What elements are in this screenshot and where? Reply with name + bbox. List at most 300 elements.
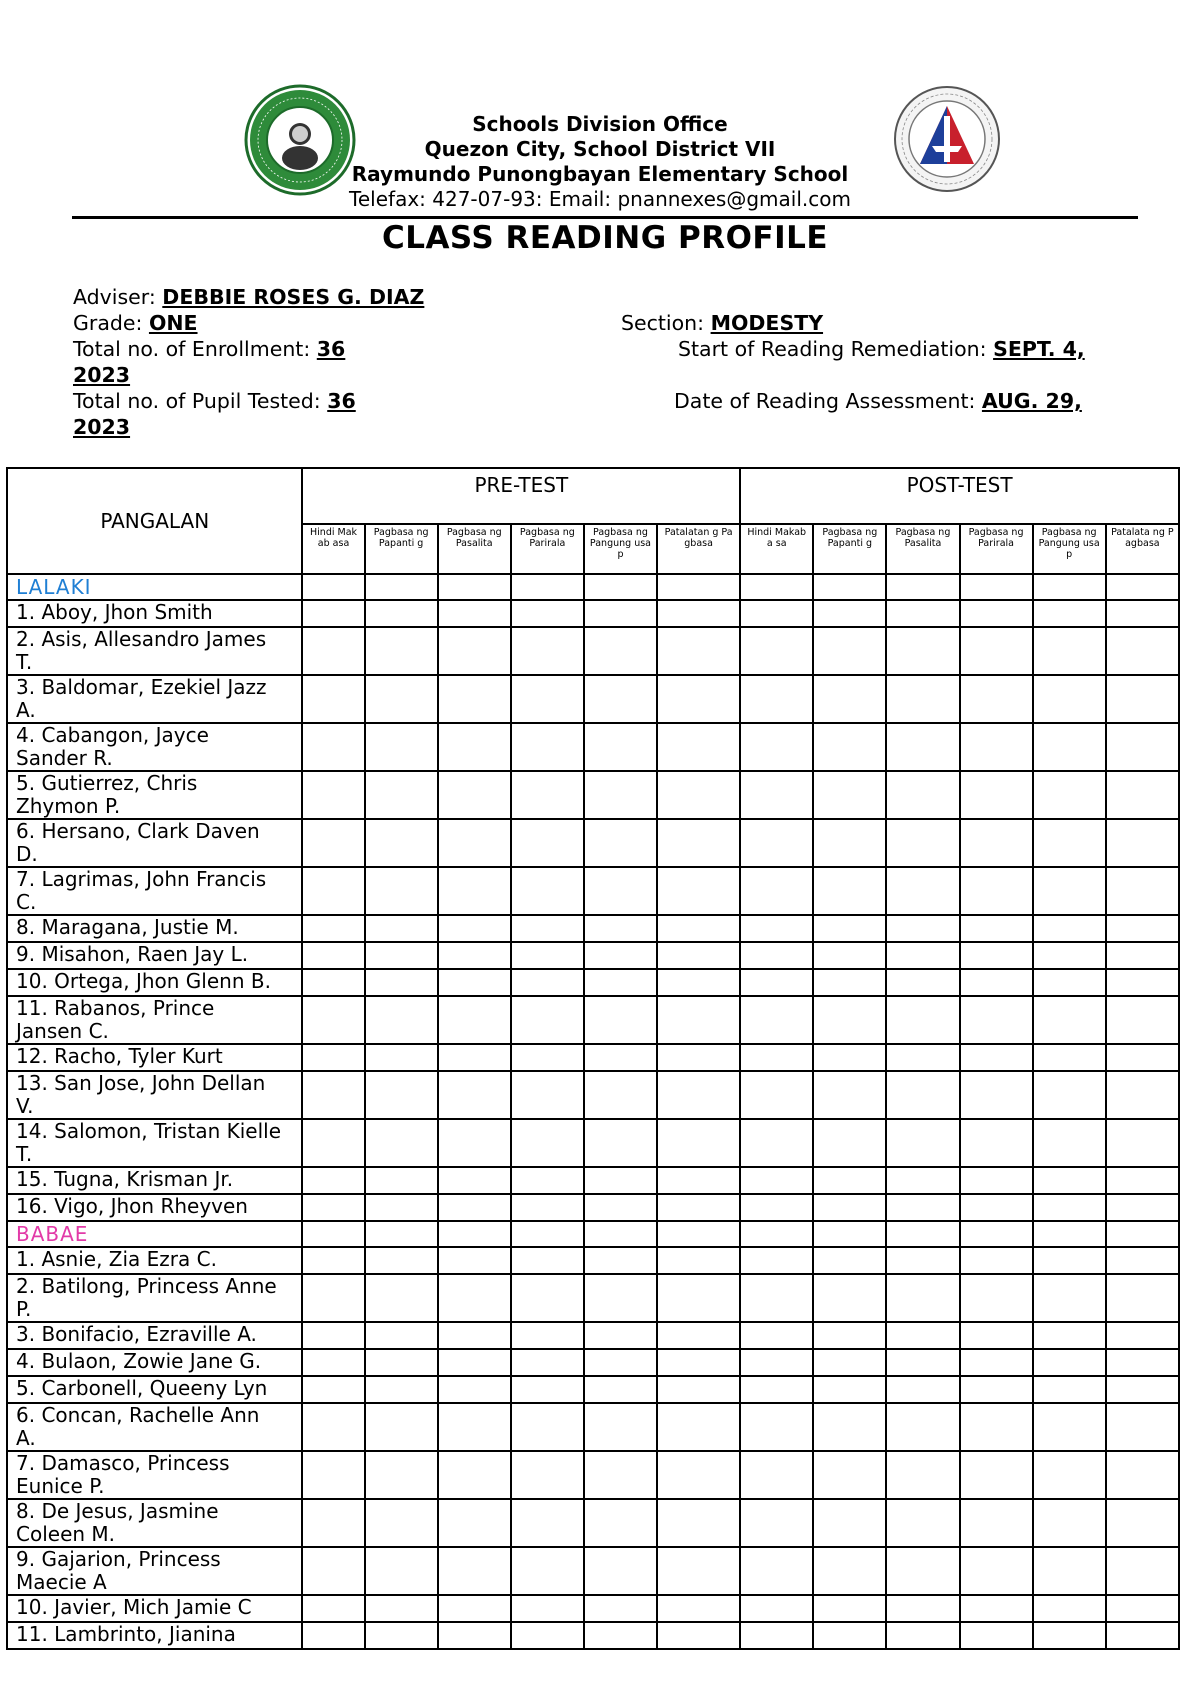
score-cell[interactable]	[1033, 627, 1106, 675]
score-cell[interactable]	[886, 1349, 959, 1376]
score-cell[interactable]	[584, 723, 657, 771]
score-cell[interactable]	[886, 819, 959, 867]
score-cell[interactable]	[365, 1451, 438, 1499]
score-cell[interactable]	[740, 574, 813, 600]
score-cell[interactable]	[438, 1376, 511, 1403]
score-cell[interactable]	[657, 1167, 740, 1194]
score-cell[interactable]	[1033, 675, 1106, 723]
score-cell[interactable]	[740, 723, 813, 771]
score-cell[interactable]	[886, 1622, 959, 1649]
score-cell[interactable]	[886, 1403, 959, 1451]
score-cell[interactable]	[740, 1247, 813, 1274]
score-cell[interactable]	[302, 574, 364, 600]
score-cell[interactable]	[584, 627, 657, 675]
score-cell[interactable]	[438, 1071, 511, 1119]
score-cell[interactable]	[438, 600, 511, 627]
score-cell[interactable]	[302, 1622, 364, 1649]
score-cell[interactable]	[740, 1403, 813, 1451]
score-cell[interactable]	[813, 600, 886, 627]
score-cell[interactable]	[1106, 1274, 1179, 1322]
score-cell[interactable]	[886, 1071, 959, 1119]
score-cell[interactable]	[740, 867, 813, 915]
score-cell[interactable]	[740, 1194, 813, 1221]
score-cell[interactable]	[584, 1376, 657, 1403]
score-cell[interactable]	[511, 942, 584, 969]
score-cell[interactable]	[960, 1403, 1033, 1451]
score-cell[interactable]	[511, 771, 584, 819]
score-cell[interactable]	[886, 1595, 959, 1622]
score-cell[interactable]	[1106, 675, 1179, 723]
score-cell[interactable]	[302, 1595, 364, 1622]
score-cell[interactable]	[813, 915, 886, 942]
score-cell[interactable]	[657, 819, 740, 867]
score-cell[interactable]	[1106, 574, 1179, 600]
score-cell[interactable]	[1106, 1547, 1179, 1595]
score-cell[interactable]	[813, 1274, 886, 1322]
score-cell[interactable]	[584, 1595, 657, 1622]
score-cell[interactable]	[1106, 1349, 1179, 1376]
score-cell[interactable]	[584, 996, 657, 1044]
score-cell[interactable]	[365, 1322, 438, 1349]
score-cell[interactable]	[657, 1071, 740, 1119]
score-cell[interactable]	[960, 1274, 1033, 1322]
score-cell[interactable]	[302, 1194, 364, 1221]
score-cell[interactable]	[365, 942, 438, 969]
score-cell[interactable]	[740, 1595, 813, 1622]
score-cell[interactable]	[657, 627, 740, 675]
score-cell[interactable]	[511, 915, 584, 942]
score-cell[interactable]	[960, 1167, 1033, 1194]
score-cell[interactable]	[657, 723, 740, 771]
score-cell[interactable]	[1106, 1194, 1179, 1221]
score-cell[interactable]	[438, 574, 511, 600]
score-cell[interactable]	[1033, 1322, 1106, 1349]
score-cell[interactable]	[813, 675, 886, 723]
score-cell[interactable]	[813, 1322, 886, 1349]
score-cell[interactable]	[657, 1322, 740, 1349]
score-cell[interactable]	[438, 1119, 511, 1167]
score-cell[interactable]	[657, 1451, 740, 1499]
score-cell[interactable]	[302, 1044, 364, 1071]
score-cell[interactable]	[657, 942, 740, 969]
score-cell[interactable]	[740, 1221, 813, 1247]
score-cell[interactable]	[657, 1274, 740, 1322]
score-cell[interactable]	[584, 1274, 657, 1322]
score-cell[interactable]	[365, 771, 438, 819]
score-cell[interactable]	[438, 1547, 511, 1595]
score-cell[interactable]	[365, 1499, 438, 1547]
score-cell[interactable]	[960, 1349, 1033, 1376]
score-cell[interactable]	[511, 1274, 584, 1322]
score-cell[interactable]	[813, 1194, 886, 1221]
score-cell[interactable]	[740, 915, 813, 942]
score-cell[interactable]	[584, 1194, 657, 1221]
score-cell[interactable]	[584, 1547, 657, 1595]
score-cell[interactable]	[740, 969, 813, 996]
score-cell[interactable]	[1033, 1376, 1106, 1403]
score-cell[interactable]	[960, 675, 1033, 723]
score-cell[interactable]	[813, 1071, 886, 1119]
score-cell[interactable]	[302, 1403, 364, 1451]
score-cell[interactable]	[886, 867, 959, 915]
score-cell[interactable]	[365, 1167, 438, 1194]
score-cell[interactable]	[511, 1595, 584, 1622]
score-cell[interactable]	[740, 1451, 813, 1499]
score-cell[interactable]	[886, 600, 959, 627]
score-cell[interactable]	[657, 574, 740, 600]
score-cell[interactable]	[365, 675, 438, 723]
score-cell[interactable]	[960, 1221, 1033, 1247]
score-cell[interactable]	[438, 1274, 511, 1322]
score-cell[interactable]	[584, 1499, 657, 1547]
score-cell[interactable]	[960, 1044, 1033, 1071]
score-cell[interactable]	[960, 1071, 1033, 1119]
score-cell[interactable]	[1033, 1451, 1106, 1499]
score-cell[interactable]	[886, 1451, 959, 1499]
score-cell[interactable]	[813, 1247, 886, 1274]
score-cell[interactable]	[365, 1274, 438, 1322]
score-cell[interactable]	[511, 627, 584, 675]
score-cell[interactable]	[1106, 1622, 1179, 1649]
score-cell[interactable]	[365, 1622, 438, 1649]
score-cell[interactable]	[1033, 1274, 1106, 1322]
score-cell[interactable]	[1033, 1247, 1106, 1274]
score-cell[interactable]	[960, 819, 1033, 867]
score-cell[interactable]	[740, 1044, 813, 1071]
score-cell[interactable]	[1033, 574, 1106, 600]
score-cell[interactable]	[584, 1349, 657, 1376]
score-cell[interactable]	[740, 1499, 813, 1547]
score-cell[interactable]	[302, 1119, 364, 1167]
score-cell[interactable]	[1033, 867, 1106, 915]
score-cell[interactable]	[365, 915, 438, 942]
score-cell[interactable]	[365, 1247, 438, 1274]
score-cell[interactable]	[886, 969, 959, 996]
score-cell[interactable]	[302, 1167, 364, 1194]
score-cell[interactable]	[1106, 867, 1179, 915]
score-cell[interactable]	[960, 1247, 1033, 1274]
score-cell[interactable]	[657, 915, 740, 942]
score-cell[interactable]	[1033, 969, 1106, 996]
score-cell[interactable]	[438, 1595, 511, 1622]
score-cell[interactable]	[1106, 942, 1179, 969]
score-cell[interactable]	[584, 1044, 657, 1071]
score-cell[interactable]	[657, 1349, 740, 1376]
score-cell[interactable]	[365, 996, 438, 1044]
score-cell[interactable]	[365, 969, 438, 996]
score-cell[interactable]	[813, 1403, 886, 1451]
score-cell[interactable]	[740, 1622, 813, 1649]
score-cell[interactable]	[584, 1071, 657, 1119]
score-cell[interactable]	[813, 867, 886, 915]
score-cell[interactable]	[886, 1194, 959, 1221]
score-cell[interactable]	[438, 723, 511, 771]
score-cell[interactable]	[302, 1376, 364, 1403]
score-cell[interactable]	[302, 675, 364, 723]
score-cell[interactable]	[886, 1044, 959, 1071]
score-cell[interactable]	[960, 723, 1033, 771]
score-cell[interactable]	[438, 915, 511, 942]
score-cell[interactable]	[584, 1622, 657, 1649]
score-cell[interactable]	[302, 1247, 364, 1274]
score-cell[interactable]	[511, 1499, 584, 1547]
score-cell[interactable]	[438, 1451, 511, 1499]
score-cell[interactable]	[740, 819, 813, 867]
score-cell[interactable]	[438, 867, 511, 915]
score-cell[interactable]	[1106, 1167, 1179, 1194]
score-cell[interactable]	[438, 675, 511, 723]
score-cell[interactable]	[1033, 1499, 1106, 1547]
score-cell[interactable]	[886, 1322, 959, 1349]
score-cell[interactable]	[1033, 1595, 1106, 1622]
score-cell[interactable]	[365, 1071, 438, 1119]
score-cell[interactable]	[960, 1322, 1033, 1349]
score-cell[interactable]	[511, 1071, 584, 1119]
score-cell[interactable]	[1033, 600, 1106, 627]
score-cell[interactable]	[511, 867, 584, 915]
score-cell[interactable]	[740, 675, 813, 723]
score-cell[interactable]	[813, 574, 886, 600]
score-cell[interactable]	[657, 996, 740, 1044]
score-cell[interactable]	[813, 1547, 886, 1595]
score-cell[interactable]	[438, 942, 511, 969]
score-cell[interactable]	[740, 1349, 813, 1376]
score-cell[interactable]	[511, 723, 584, 771]
score-cell[interactable]	[1106, 600, 1179, 627]
score-cell[interactable]	[1033, 1221, 1106, 1247]
score-cell[interactable]	[886, 1376, 959, 1403]
score-cell[interactable]	[584, 574, 657, 600]
score-cell[interactable]	[886, 1274, 959, 1322]
score-cell[interactable]	[584, 942, 657, 969]
score-cell[interactable]	[960, 627, 1033, 675]
score-cell[interactable]	[886, 1167, 959, 1194]
score-cell[interactable]	[1106, 969, 1179, 996]
score-cell[interactable]	[1106, 1044, 1179, 1071]
score-cell[interactable]	[813, 1595, 886, 1622]
score-cell[interactable]	[657, 1194, 740, 1221]
score-cell[interactable]	[511, 996, 584, 1044]
score-cell[interactable]	[740, 627, 813, 675]
score-cell[interactable]	[438, 1247, 511, 1274]
score-cell[interactable]	[1033, 1044, 1106, 1071]
score-cell[interactable]	[960, 996, 1033, 1044]
score-cell[interactable]	[960, 1119, 1033, 1167]
score-cell[interactable]	[886, 574, 959, 600]
score-cell[interactable]	[886, 771, 959, 819]
score-cell[interactable]	[511, 1622, 584, 1649]
score-cell[interactable]	[1106, 1071, 1179, 1119]
score-cell[interactable]	[438, 627, 511, 675]
score-cell[interactable]	[1033, 1622, 1106, 1649]
score-cell[interactable]	[584, 1167, 657, 1194]
score-cell[interactable]	[886, 627, 959, 675]
score-cell[interactable]	[740, 600, 813, 627]
score-cell[interactable]	[302, 771, 364, 819]
score-cell[interactable]	[302, 1499, 364, 1547]
score-cell[interactable]	[302, 1349, 364, 1376]
score-cell[interactable]	[584, 600, 657, 627]
score-cell[interactable]	[302, 1451, 364, 1499]
score-cell[interactable]	[1106, 1376, 1179, 1403]
score-cell[interactable]	[302, 1322, 364, 1349]
score-cell[interactable]	[740, 1547, 813, 1595]
score-cell[interactable]	[511, 1322, 584, 1349]
score-cell[interactable]	[1106, 1451, 1179, 1499]
score-cell[interactable]	[584, 1403, 657, 1451]
score-cell[interactable]	[365, 1403, 438, 1451]
score-cell[interactable]	[511, 1403, 584, 1451]
score-cell[interactable]	[657, 867, 740, 915]
score-cell[interactable]	[438, 1322, 511, 1349]
score-cell[interactable]	[584, 819, 657, 867]
score-cell[interactable]	[657, 1499, 740, 1547]
score-cell[interactable]	[365, 1349, 438, 1376]
score-cell[interactable]	[657, 675, 740, 723]
score-cell[interactable]	[960, 1451, 1033, 1499]
score-cell[interactable]	[960, 942, 1033, 969]
score-cell[interactable]	[960, 1194, 1033, 1221]
score-cell[interactable]	[438, 771, 511, 819]
score-cell[interactable]	[813, 1451, 886, 1499]
score-cell[interactable]	[813, 942, 886, 969]
score-cell[interactable]	[960, 915, 1033, 942]
score-cell[interactable]	[1106, 1221, 1179, 1247]
score-cell[interactable]	[302, 1274, 364, 1322]
score-cell[interactable]	[511, 1376, 584, 1403]
score-cell[interactable]	[1106, 627, 1179, 675]
score-cell[interactable]	[813, 1499, 886, 1547]
score-cell[interactable]	[511, 600, 584, 627]
score-cell[interactable]	[657, 1221, 740, 1247]
score-cell[interactable]	[302, 996, 364, 1044]
score-cell[interactable]	[1106, 1322, 1179, 1349]
score-cell[interactable]	[657, 1547, 740, 1595]
score-cell[interactable]	[511, 675, 584, 723]
score-cell[interactable]	[511, 1194, 584, 1221]
score-cell[interactable]	[960, 600, 1033, 627]
score-cell[interactable]	[740, 1274, 813, 1322]
score-cell[interactable]	[813, 819, 886, 867]
score-cell[interactable]	[1033, 1547, 1106, 1595]
score-cell[interactable]	[438, 969, 511, 996]
score-cell[interactable]	[740, 1167, 813, 1194]
score-cell[interactable]	[438, 1221, 511, 1247]
score-cell[interactable]	[1106, 1595, 1179, 1622]
score-cell[interactable]	[511, 1451, 584, 1499]
score-cell[interactable]	[740, 1071, 813, 1119]
score-cell[interactable]	[584, 915, 657, 942]
score-cell[interactable]	[511, 819, 584, 867]
score-cell[interactable]	[813, 723, 886, 771]
score-cell[interactable]	[886, 1499, 959, 1547]
score-cell[interactable]	[960, 969, 1033, 996]
score-cell[interactable]	[302, 600, 364, 627]
score-cell[interactable]	[886, 1221, 959, 1247]
score-cell[interactable]	[365, 1221, 438, 1247]
score-cell[interactable]	[813, 1349, 886, 1376]
score-cell[interactable]	[365, 867, 438, 915]
score-cell[interactable]	[511, 1044, 584, 1071]
score-cell[interactable]	[813, 1119, 886, 1167]
score-cell[interactable]	[813, 1221, 886, 1247]
score-cell[interactable]	[511, 574, 584, 600]
score-cell[interactable]	[302, 969, 364, 996]
score-cell[interactable]	[657, 1044, 740, 1071]
score-cell[interactable]	[302, 915, 364, 942]
score-cell[interactable]	[886, 1247, 959, 1274]
score-cell[interactable]	[657, 1622, 740, 1649]
score-cell[interactable]	[511, 1221, 584, 1247]
score-cell[interactable]	[1106, 1499, 1179, 1547]
score-cell[interactable]	[1033, 723, 1106, 771]
score-cell[interactable]	[584, 1119, 657, 1167]
score-cell[interactable]	[511, 1167, 584, 1194]
score-cell[interactable]	[1106, 1403, 1179, 1451]
score-cell[interactable]	[584, 771, 657, 819]
score-cell[interactable]	[813, 1622, 886, 1649]
score-cell[interactable]	[511, 1547, 584, 1595]
score-cell[interactable]	[438, 1349, 511, 1376]
score-cell[interactable]	[302, 942, 364, 969]
score-cell[interactable]	[886, 1547, 959, 1595]
score-cell[interactable]	[1106, 915, 1179, 942]
score-cell[interactable]	[511, 1119, 584, 1167]
score-cell[interactable]	[1106, 819, 1179, 867]
score-cell[interactable]	[438, 1167, 511, 1194]
score-cell[interactable]	[1106, 1119, 1179, 1167]
score-cell[interactable]	[960, 1376, 1033, 1403]
score-cell[interactable]	[584, 1221, 657, 1247]
score-cell[interactable]	[886, 723, 959, 771]
score-cell[interactable]	[813, 1376, 886, 1403]
score-cell[interactable]	[960, 1595, 1033, 1622]
score-cell[interactable]	[1106, 996, 1179, 1044]
score-cell[interactable]	[740, 1119, 813, 1167]
score-cell[interactable]	[511, 1349, 584, 1376]
score-cell[interactable]	[813, 1044, 886, 1071]
score-cell[interactable]	[584, 1247, 657, 1274]
score-cell[interactable]	[438, 996, 511, 1044]
score-cell[interactable]	[302, 1221, 364, 1247]
score-cell[interactable]	[1033, 915, 1106, 942]
score-cell[interactable]	[365, 723, 438, 771]
score-cell[interactable]	[657, 771, 740, 819]
score-cell[interactable]	[1033, 771, 1106, 819]
score-cell[interactable]	[511, 969, 584, 996]
score-cell[interactable]	[886, 675, 959, 723]
score-cell[interactable]	[584, 867, 657, 915]
score-cell[interactable]	[960, 574, 1033, 600]
score-cell[interactable]	[740, 942, 813, 969]
score-cell[interactable]	[1033, 942, 1106, 969]
score-cell[interactable]	[584, 969, 657, 996]
score-cell[interactable]	[657, 1376, 740, 1403]
score-cell[interactable]	[438, 1044, 511, 1071]
score-cell[interactable]	[302, 627, 364, 675]
score-cell[interactable]	[1106, 723, 1179, 771]
score-cell[interactable]	[1033, 1167, 1106, 1194]
score-cell[interactable]	[657, 1119, 740, 1167]
score-cell[interactable]	[511, 1247, 584, 1274]
score-cell[interactable]	[813, 996, 886, 1044]
score-cell[interactable]	[365, 1595, 438, 1622]
score-cell[interactable]	[365, 1119, 438, 1167]
score-cell[interactable]	[1033, 1403, 1106, 1451]
score-cell[interactable]	[1033, 996, 1106, 1044]
score-cell[interactable]	[813, 627, 886, 675]
score-cell[interactable]	[960, 1499, 1033, 1547]
